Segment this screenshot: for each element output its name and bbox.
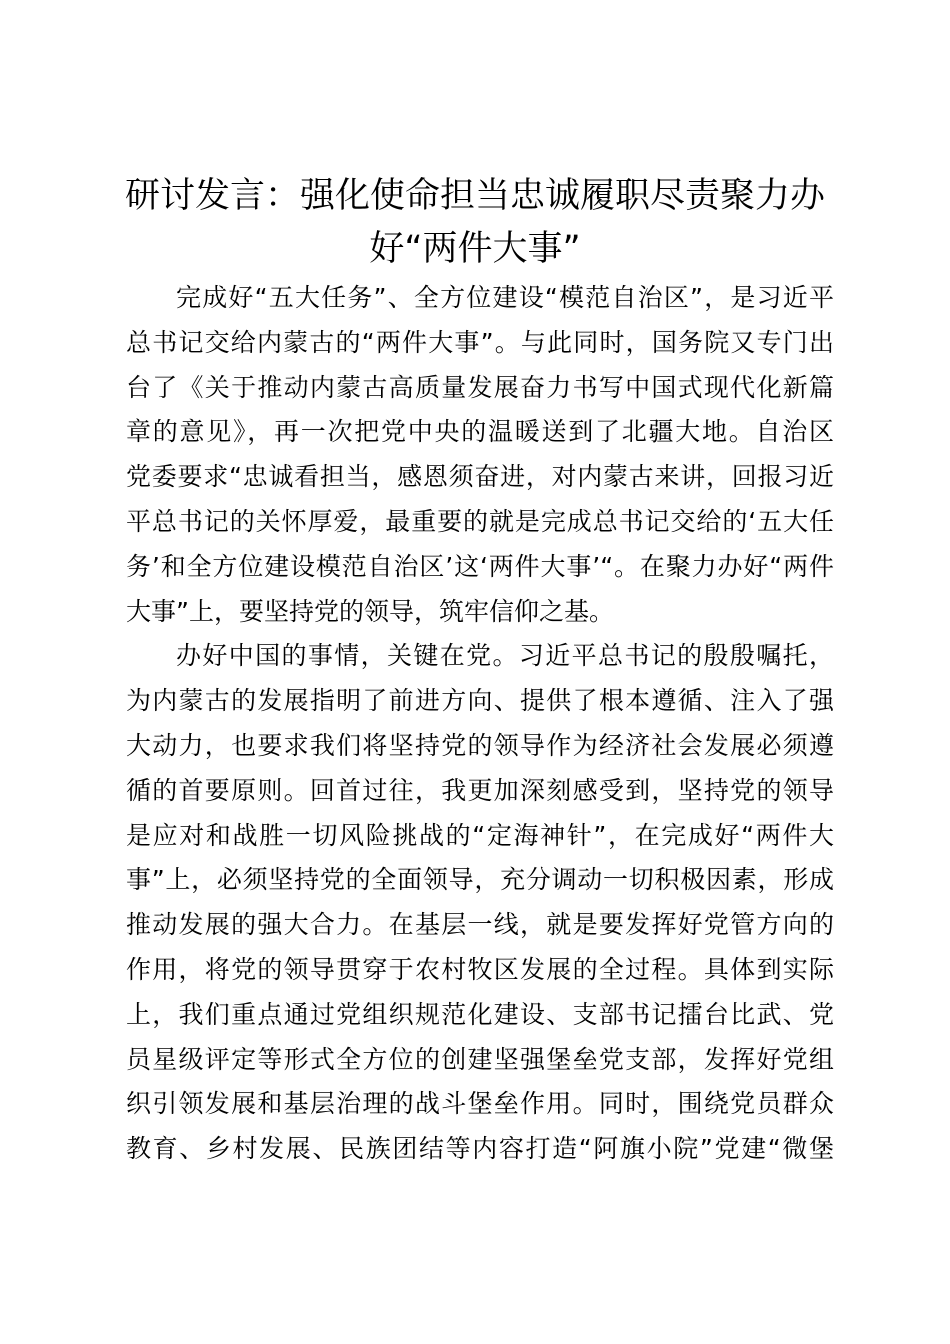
text-line: 是应对和战胜一切风险挑战的“定海神针”，在完成好“两件大 (126, 820, 834, 850)
paragraph-1 (126, 276, 834, 634)
title-line-2: 好“两件大事” (369, 229, 581, 269)
text-line: 平总书记的关怀厚爱，最重要的就是完成总书记交给的‘五大任 (126, 506, 834, 536)
paragraph-2 (126, 634, 834, 1172)
text-line: 为内蒙古的发展指明了前进方向、提供了根本遵循、注入了强 (126, 686, 834, 716)
text-line: 台了《关于推动内蒙古高质量发展奋力书写中国式现代化新篇 (126, 372, 834, 402)
document-body (126, 276, 834, 1172)
text-line: 务’和全方位建设模范自治区’这‘两件大事’“。在聚力办好“两件 (126, 551, 834, 581)
text-line: 作用，将党的领导贯穿于农村牧区发展的全过程。具体到实际 (126, 954, 834, 984)
text-line: 完成好“五大任务”、全方位建设“模范自治区”，是习近平 (176, 283, 834, 312)
text-line: 上，我们重点通过党组织规范化建设、支部书记擂台比武、党 (126, 999, 834, 1029)
text-line: 推动发展的强大合力。在基层一线，就是要发挥好党管方向的 (126, 910, 834, 940)
document-title (110, 170, 840, 276)
text-line: 事”上，必须坚持党的全面领导，充分调动一切积极因素，形成 (126, 865, 834, 895)
text-line: 织引领发展和基层治理的战斗堡垒作用。同时，围绕党员群众 (126, 1089, 834, 1119)
text-line: 总书记交给内蒙古的“两件大事”。与此同时，国务院又专门出 (126, 327, 834, 357)
text-line: 大事”上，要坚持党的领导，筑牢信仰之基。 (126, 596, 614, 626)
text-line: 员星级评定等形式全方位的创建坚强堡垒党支部，发挥好党组 (126, 1044, 834, 1074)
text-line: 章的意见》，再一次把党中央的温暖送到了北疆大地。自治区 (126, 417, 834, 447)
text-line: 教育、乡村发展、民族团结等内容打造“阿旗小院”党建“微堡 (126, 1134, 834, 1164)
text-line: 党委要求“忠诚看担当，感恩须奋进，对内蒙古来讲，回报习近 (126, 462, 834, 492)
text-line: 办好中国的事情，关键在党。习近平总书记的殷殷嘱托， (176, 641, 834, 671)
text-line: 循的首要原则。回首过往，我更加深刻感受到，坚持党的领导 (126, 775, 834, 805)
text-line: 大动力，也要求我们将坚持党的领导作为经济社会发展必须遵 (126, 730, 834, 760)
title-line-1: 研讨发言：强化使命担当忠诚履职尽责聚力办 (124, 176, 825, 216)
